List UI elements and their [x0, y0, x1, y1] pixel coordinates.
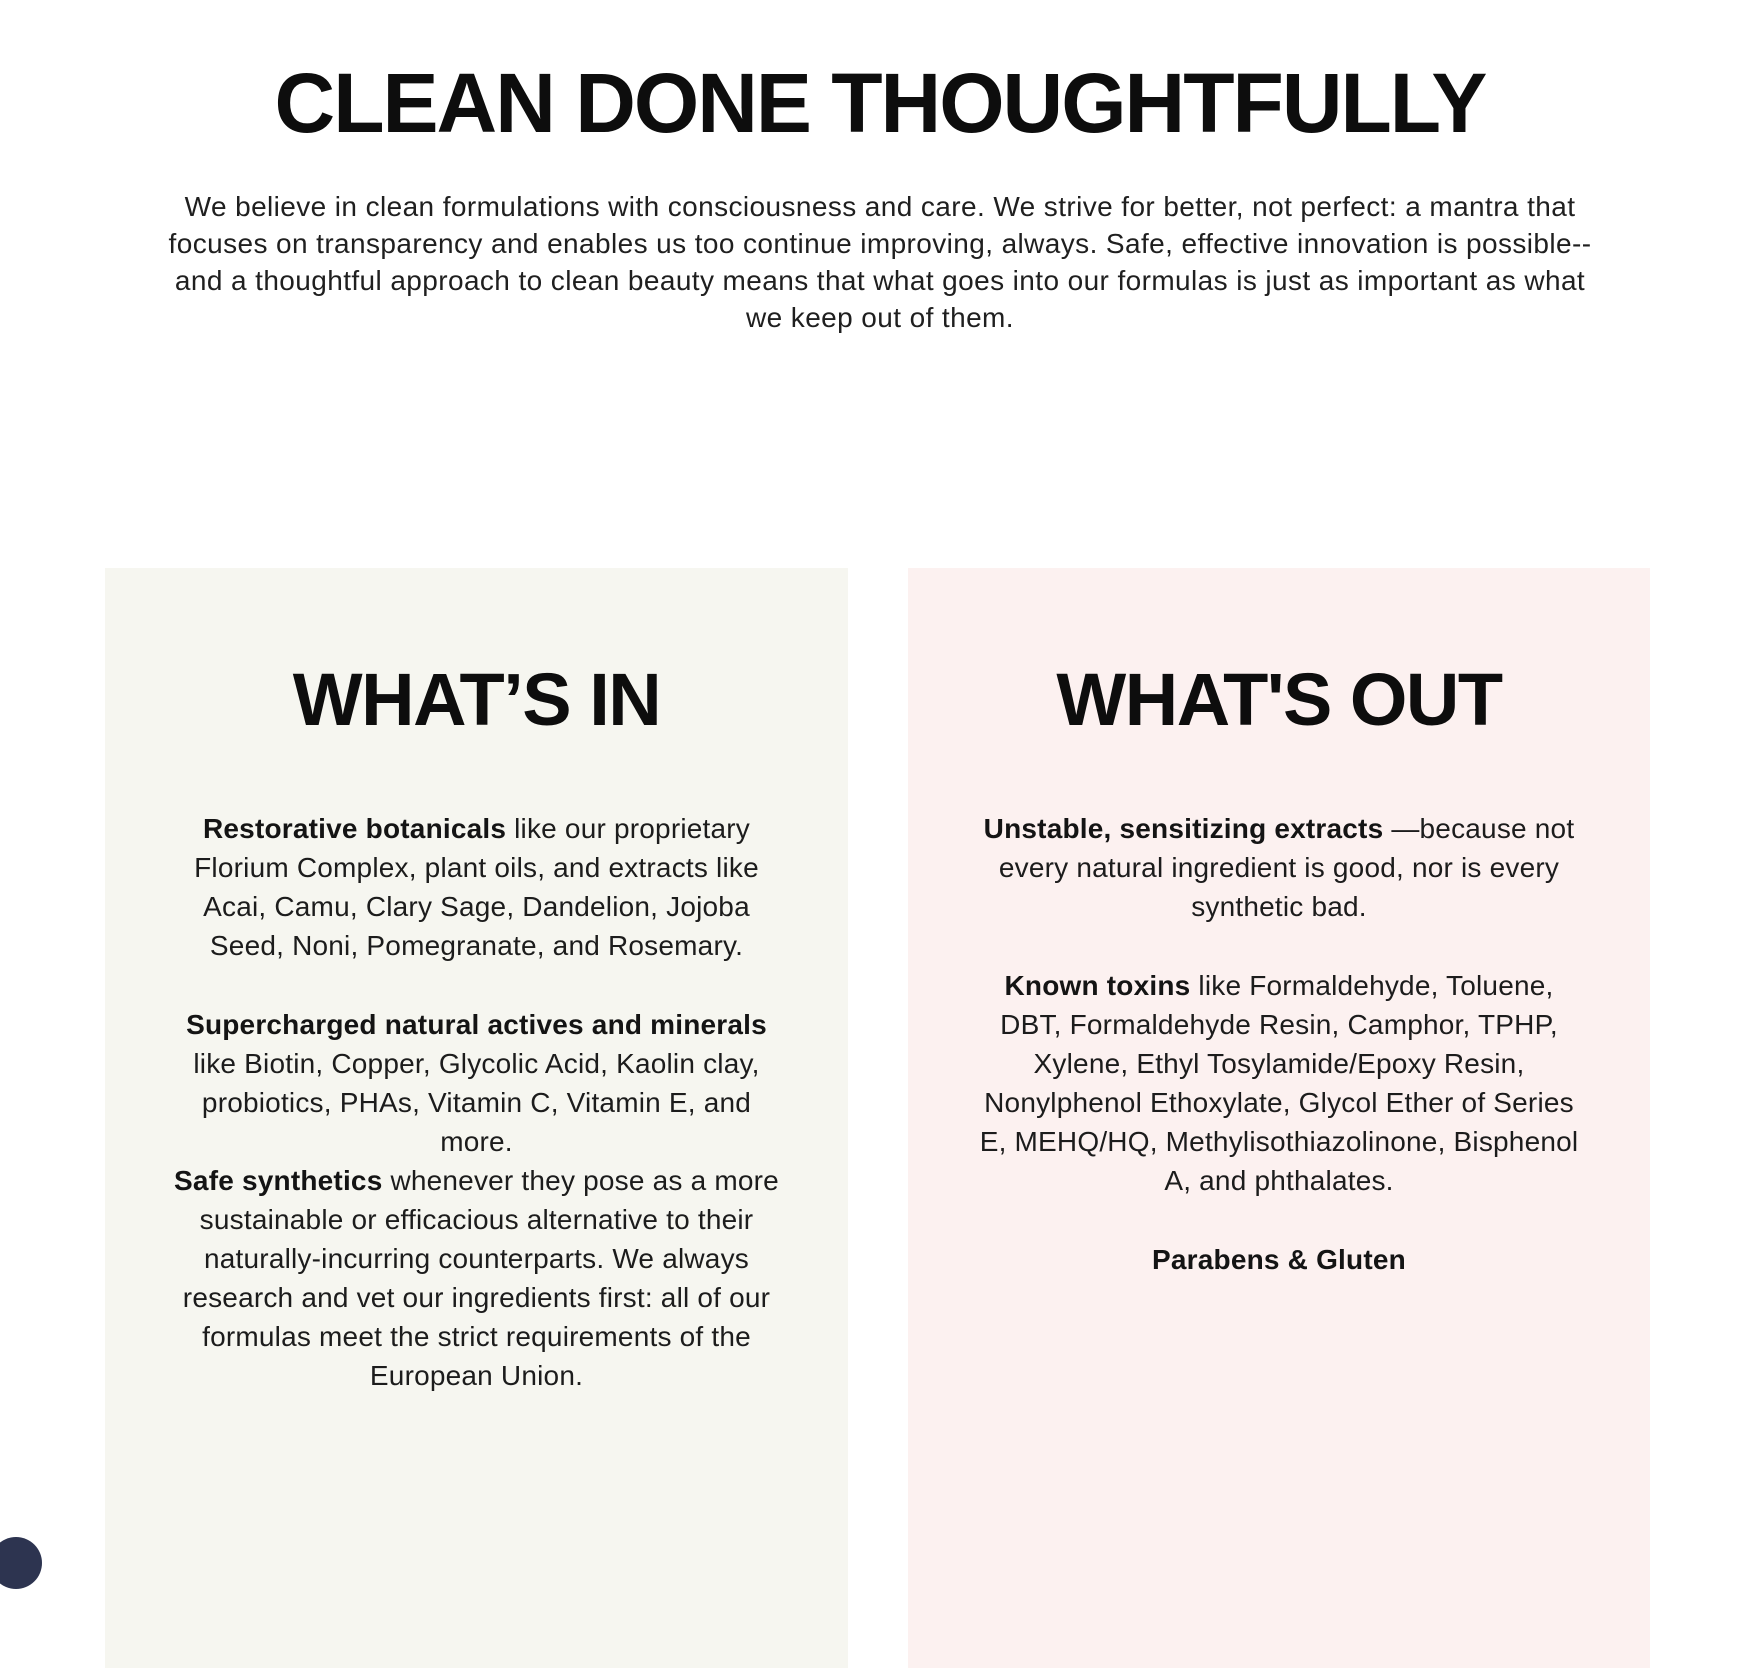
whats-in-heading: WHAT’S IN — [292, 658, 661, 741]
whats-out-heading: WHAT'S OUT — [1056, 658, 1502, 741]
paragraph-lead-bold: Known toxins — [1004, 970, 1191, 1001]
whats-in-body — [171, 809, 783, 1395]
paragraph-lead-bold: Supercharged natural actives and minerals — [186, 1009, 767, 1040]
section-header — [0, 0, 1760, 336]
panel-paragraph — [973, 966, 1585, 1200]
intro-paragraph: We believe in clean formulations with consciousness and care. We strive for better, not perfect: a mantra that focuses on transparency and enables us too continue improving, always. Safe, effective innovation is possible--and a thoughtful approach to clean beauty means that what goes into our formulas is just as important as what we keep out of them. — [168, 191, 1592, 333]
panels-row — [0, 568, 1760, 1544]
paragraph-lead-bold: Unstable, sensitizing extracts — [983, 813, 1384, 844]
panel-paragraph — [171, 1161, 783, 1395]
paragraph-text: like our proprietary Florium Complex, plant oils, and extracts like Acai, Camu, Clary Sage, Dandelion, Jojoba Seed, Noni, Pomegranate, and Rosemary. — [194, 813, 759, 961]
paragraph-text: whenever they pose as a more sustainable or efficacious alternative to their naturally-incurring counterparts. We always research and vet our ingredients first: all of our formulas meet the strict requirements of the European Union. — [182, 1165, 779, 1391]
whats-out-body — [973, 809, 1585, 1279]
page-title: CLEAN DONE THOUGHTFULLY — [274, 56, 1486, 150]
paragraph-lead-bold: Safe synthetics — [174, 1165, 383, 1196]
paragraph-text: like Formaldehyde, Toluene, DBT, Formaldehyde Resin, Camphor, TPHP, Xylene, Ethyl Tosylamide/Epoxy Resin, Nonylphenol Ethoxylate, Glycol Ether of Series E, MEHQ/HQ, Methylisothiazolinone, Bisphenol A, and phthalates. — [979, 970, 1579, 1196]
panel-paragraph — [171, 809, 783, 965]
paragraph-text: —because not every natural ingredient is good, nor is every synthetic bad. — [998, 813, 1575, 922]
paragraph-lead-bold: Parabens & Gluten — [1152, 1244, 1406, 1275]
panel-paragraph — [171, 1005, 783, 1161]
panel-paragraph — [973, 1240, 1585, 1279]
panel-whats-out — [908, 568, 1650, 1668]
paragraph-text: like Biotin, Copper, Glycolic Acid, Kaolin clay, probiotics, PHAs, Vitamin C, Vitamin E, and more. — [193, 1048, 760, 1157]
paragraph-lead-bold: Restorative botanicals — [202, 813, 507, 844]
chat-widget-sliver[interactable] — [0, 1537, 42, 1589]
panel-paragraph — [973, 809, 1585, 926]
panel-whats-in — [105, 568, 848, 1668]
